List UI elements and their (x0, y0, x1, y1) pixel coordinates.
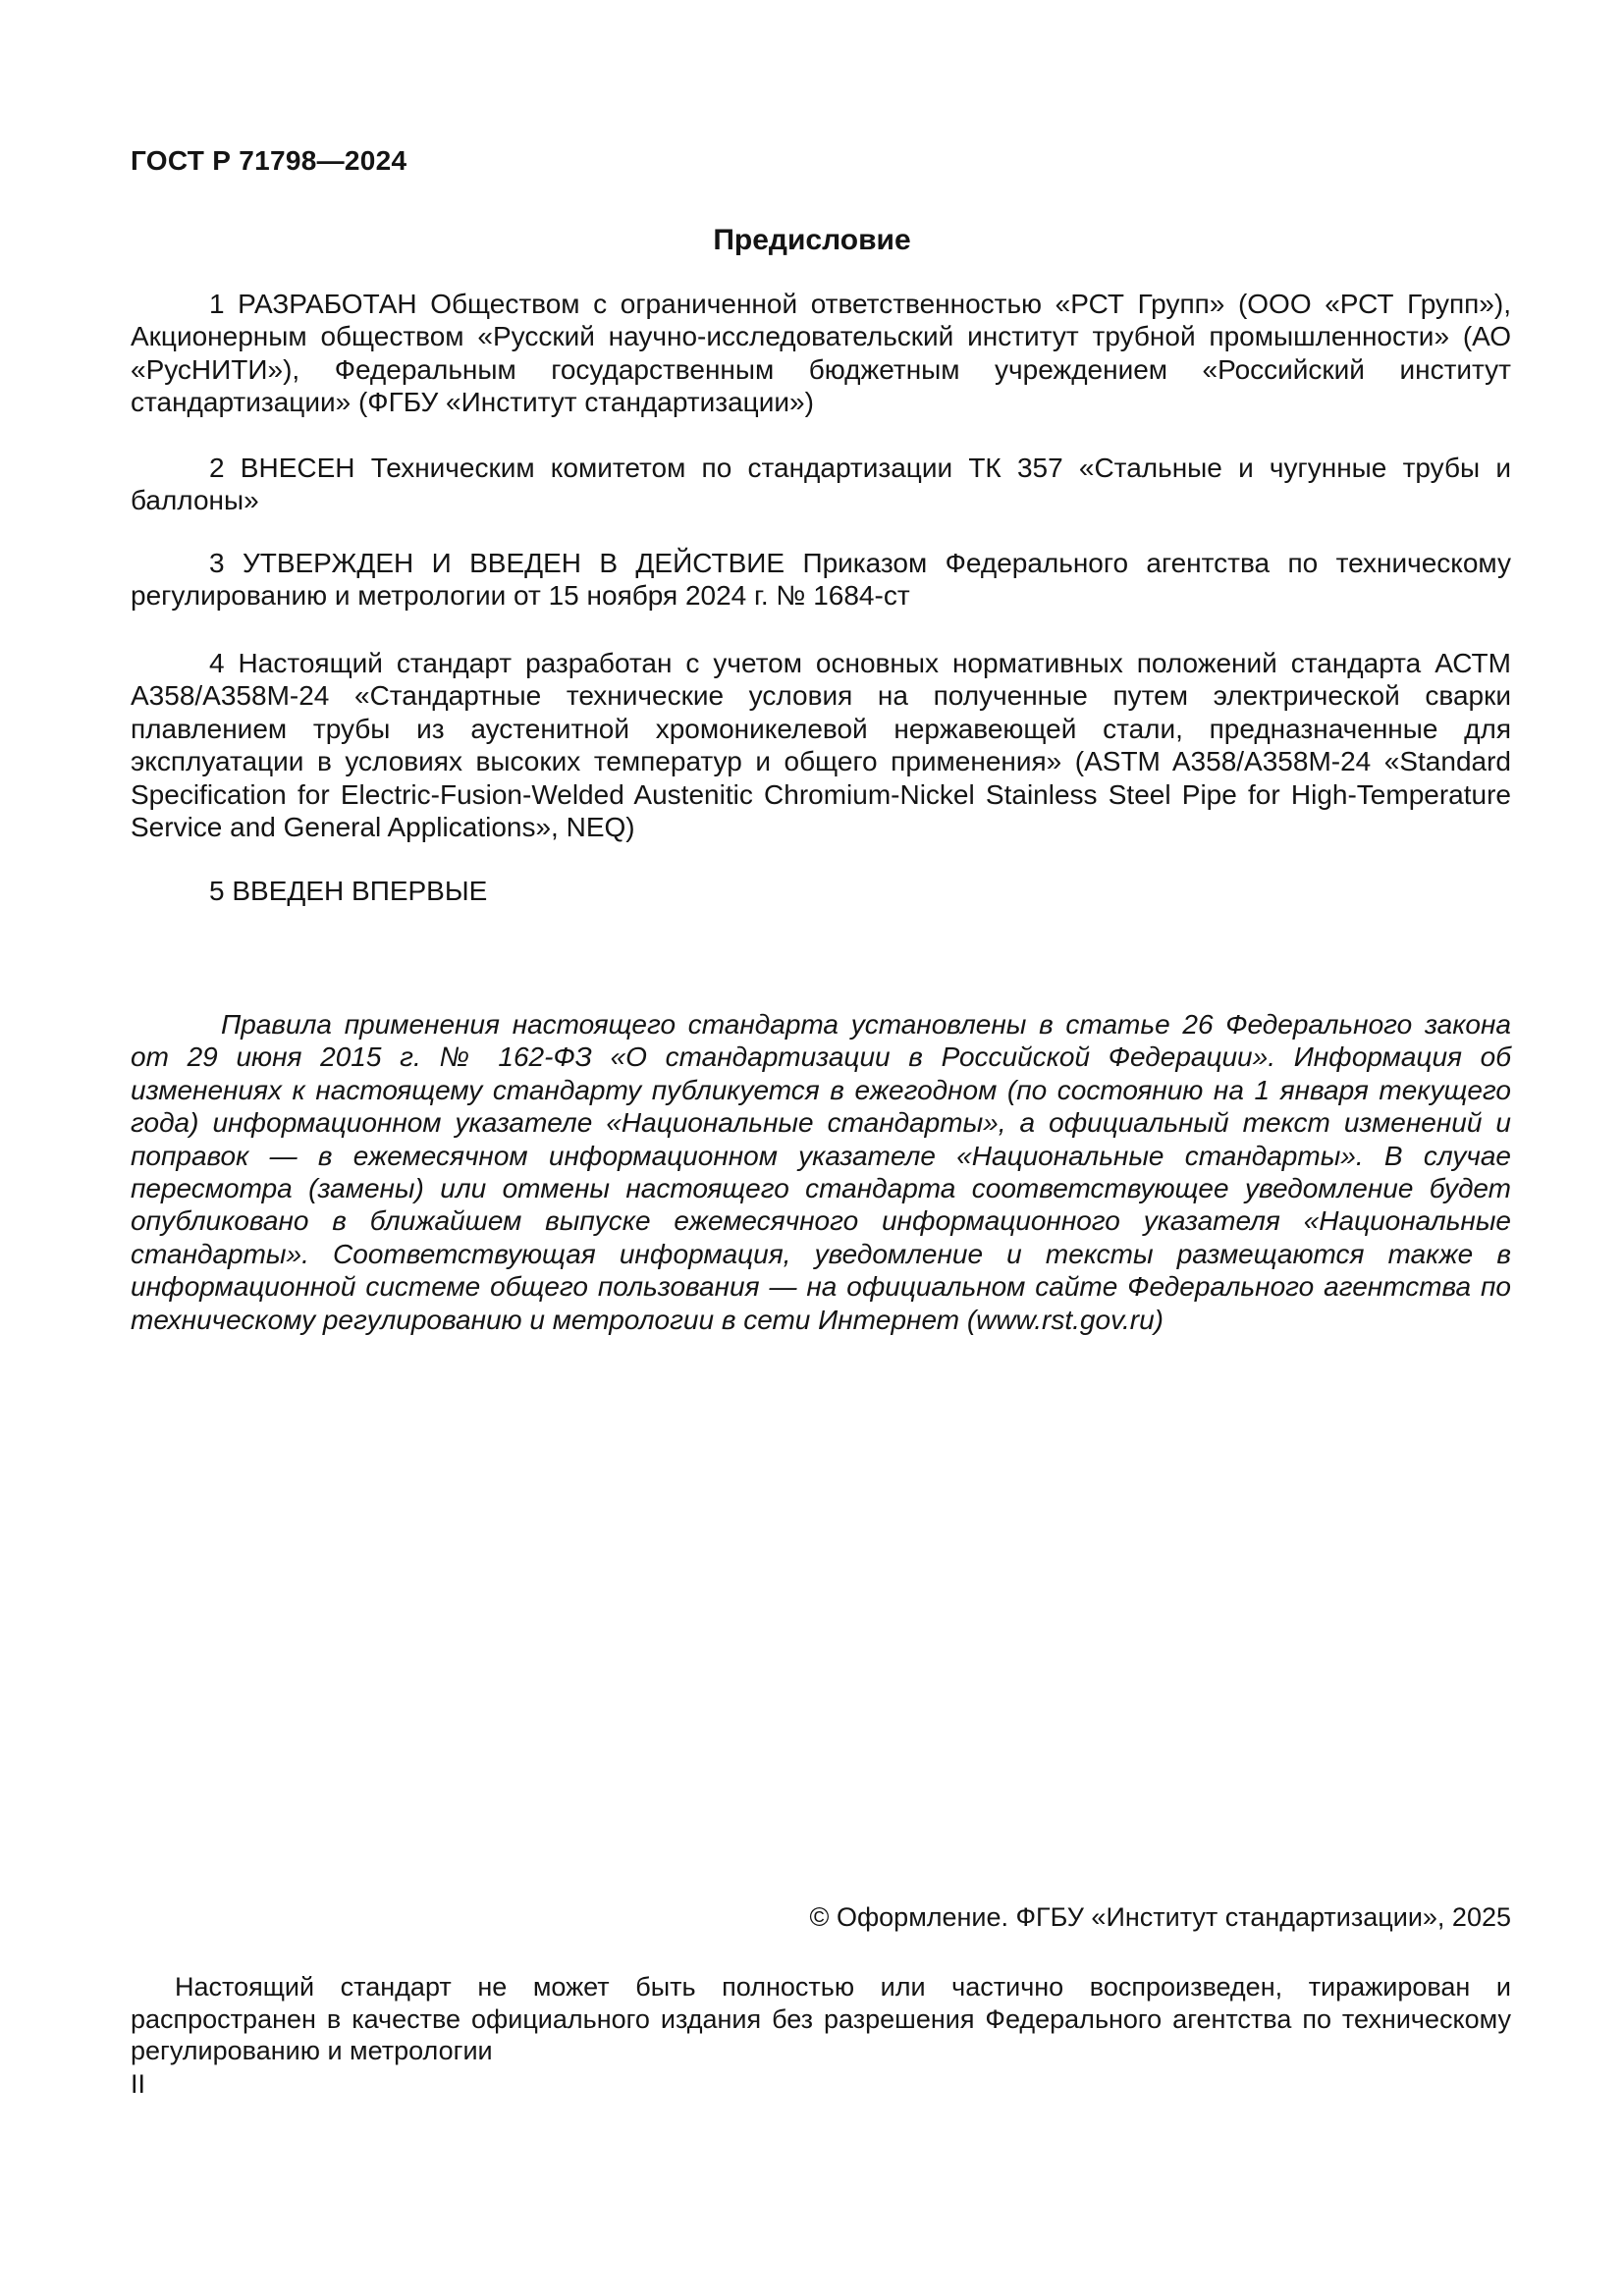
foreword-clause-developed: 1 РАЗРАБОТАН Обществом с ограниченной ответственностью «РСТ Групп» (ООО «РСТ Групп»), Акционерным обществом «Русский научно-исследовательский институт трубной промышленности» (АО «РусНИТИ»), Федеральным государственным бюджетным учреждением «Российский институт стандартизации» (ФГБУ «Институт стандартизации») (131, 289, 1511, 418)
foreword-clause-basis: 4 Настоящий стандарт разработан с учетом основных нормативных положений стандарта АСТМ А358/А358М-24 «Стандартные технические условия на полученные путем электрической сварки плавлением трубы из аустенитной хромоникелевой нержавеющей стали, предназначенные для эксплуатации в условиях высоких температур и общего применения» (ASTM A358/A358M-24 «Standard Specification for Electric-Fusion-Welded Austenitic Chromium-Nickel Stainless Steel Pipe for High-Temperature Service and General Applications», NEQ) (131, 648, 1511, 843)
application-rules-note: Правила применения настоящего стандарта установлены в статье 26 Федерального закона от 29 июня 2015 г. № 162-ФЗ «О стандартизации в Российской Федерации». Информация об изменениях к настоящему стандарту публикуется в ежегодном (по состоянию на 1 января текущего года) информационном указателе «Национальные стандарты», а официальный текст изменений и поправок — в ежемесячном информационном указателе «Национальные стандарты». В случае пересмотра (замены) или отмены настоящего стандарта соответствующее уведомление будет опубликовано в ближайшем выпуске ежемесячного информационного указателя «Национальные стандарты». Соответствующая информация, уведомление и тексты размещаются также в информационной системе общего пользования — на официальном сайте Федерального агентства по техническому регулированию и метрологии в сети Интернет (www.rst.gov.ru) (131, 1009, 1511, 1335)
reproduction-restriction-note: Настоящий стандарт не может быть полностью или частично воспроизведен, тиражирован и распространен в качестве официального издания без разрешения Федерального агентства по техническому регулированию и метрологии (131, 1972, 1511, 2065)
foreword-clause-approved: 3 УТВЕРЖДЕН И ВВЕДЕН В ДЕЙСТВИЕ Приказом Федерального агентства по техническому регулированию и метрологии от 15 ноября 2024 г. № 1684-ст (131, 548, 1511, 612)
page-number: II (131, 2069, 146, 2099)
document-code: ГОСТ Р 71798—2024 (131, 145, 407, 176)
page-title: Предисловие (713, 224, 911, 256)
copyright-line: © Оформление. ФГБУ «Институт стандартизации», 2025 (809, 1902, 1511, 1932)
foreword-clause-first-edition: 5 ВВЕДЕН ВПЕРВЫЕ (209, 876, 488, 906)
foreword-clause-submitted: 2 ВНЕСЕН Техническим комитетом по стандартизации ТК 357 «Стальные и чугунные трубы и баллоны» (131, 453, 1511, 516)
